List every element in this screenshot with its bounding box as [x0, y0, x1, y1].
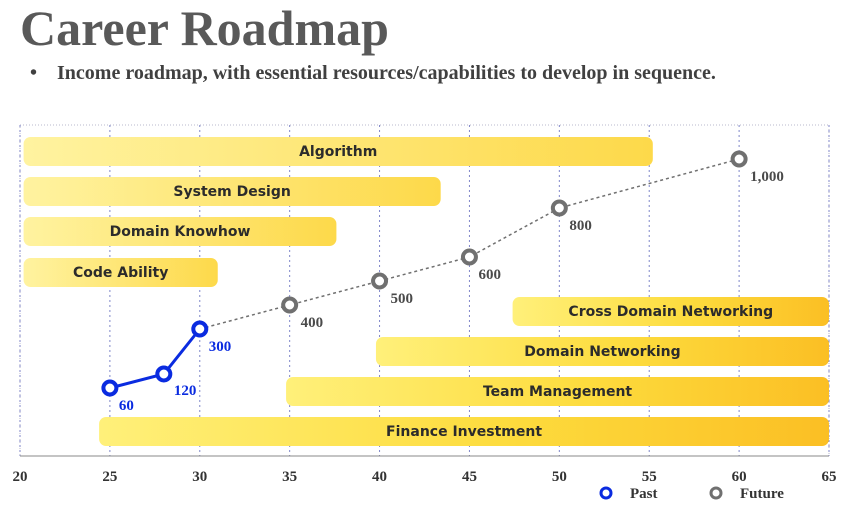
- future-point-value-label: 500: [390, 291, 414, 307]
- future-point-value-label: 1,000: [750, 169, 784, 185]
- bullet-text: Income roadmap, with essential resources/capabilities to develop in sequence.: [57, 62, 716, 84]
- gridlines: [20, 125, 829, 456]
- x-tick-label: 30: [192, 469, 208, 485]
- range-bar-label: Domain Networking: [524, 344, 681, 360]
- past-point-value-label: 60: [118, 398, 134, 414]
- x-tick-label: 65: [821, 469, 837, 485]
- past-point-marker: [103, 382, 116, 395]
- bullet-dot-icon: •: [30, 62, 38, 84]
- past-point-value-label: 120: [173, 383, 197, 399]
- range-bar-label: Code Ability: [72, 265, 169, 281]
- range-bar-label: Team Management: [482, 384, 633, 400]
- future-point-value-label: 600: [478, 267, 501, 283]
- x-tick-label: 50: [551, 469, 567, 485]
- x-tick-label: 60: [731, 469, 747, 485]
- range-bar-label: System Design: [173, 184, 291, 200]
- range-bar: [24, 177, 441, 206]
- range-bar-label: Domain Knowhow: [109, 224, 251, 240]
- range-bar: [286, 377, 829, 406]
- past-series-line: [110, 329, 200, 388]
- slide-title: Career Roadmap: [20, 0, 389, 56]
- past-point-marker: [193, 323, 206, 336]
- range-bar: [513, 297, 829, 326]
- plot-area-frame: [20, 125, 829, 456]
- x-tick-label: 35: [282, 469, 298, 485]
- past-point-value-label: 300: [208, 339, 232, 355]
- legend-marker-icon: [601, 488, 611, 498]
- capability-bars: [24, 137, 829, 446]
- range-bar-label: Cross Domain Networking: [568, 304, 774, 320]
- range-bar-label: Finance Investment: [386, 424, 543, 440]
- future-point-marker: [373, 275, 386, 288]
- future-point-value-label: 400: [300, 315, 324, 331]
- range-bar: [99, 417, 829, 446]
- legend: [601, 486, 784, 502]
- x-tick-label: 25: [102, 469, 118, 485]
- future-point-marker: [463, 251, 476, 264]
- future-point-marker: [553, 202, 566, 215]
- legend-label: Future: [740, 486, 784, 502]
- range-bar: [24, 137, 653, 166]
- legend-label: Past: [630, 486, 658, 502]
- x-axis-ticks: [13, 469, 837, 485]
- x-tick-label: 40: [372, 469, 388, 485]
- past-point-marker: [157, 368, 170, 381]
- range-bar: [24, 217, 337, 246]
- x-tick-label: 45: [461, 469, 477, 485]
- range-bar-label: Algorithm: [299, 144, 378, 160]
- future-point-marker: [283, 299, 296, 312]
- legend-marker-icon: [711, 488, 721, 498]
- future-point-marker: [733, 153, 746, 166]
- x-tick-label: 20: [12, 469, 28, 485]
- x-tick-label: 55: [641, 469, 657, 485]
- future-point-value-label: 800: [569, 218, 592, 234]
- range-bar: [24, 258, 218, 287]
- range-bar: [376, 337, 829, 366]
